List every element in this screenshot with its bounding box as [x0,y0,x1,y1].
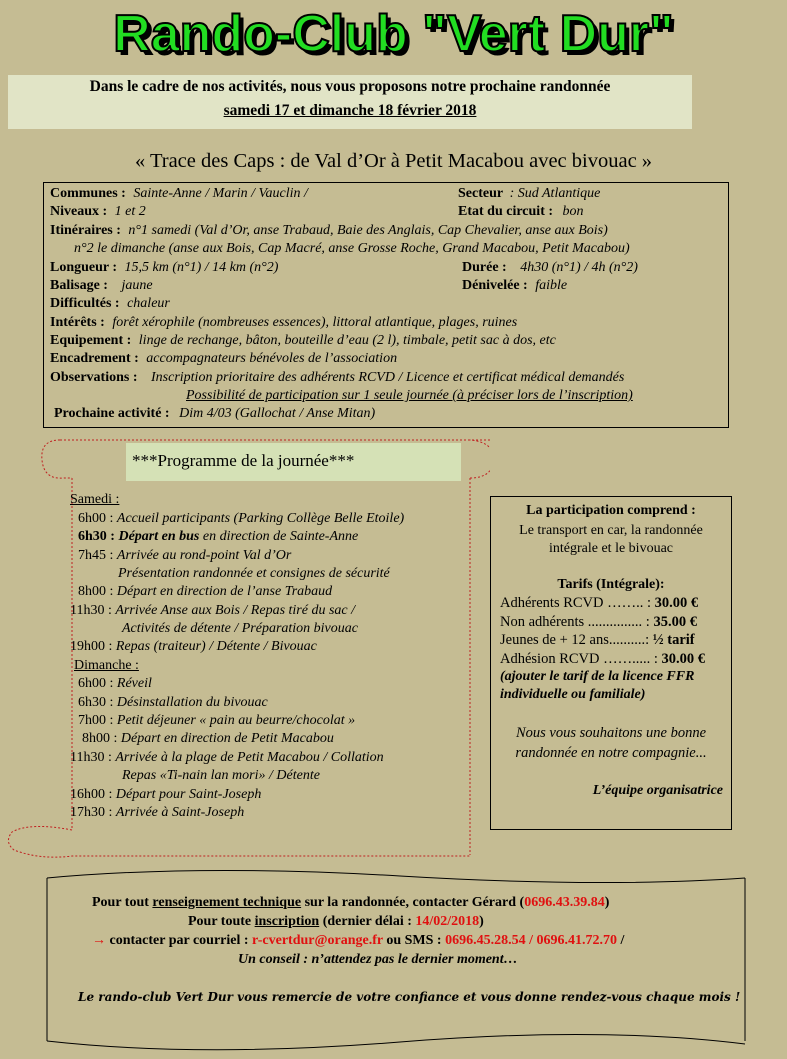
licence-note: individuelle ou familiale) [500,687,646,702]
contact-text-underlined: renseignement technique [152,895,302,910]
schedule-text: Repas «Ti-nain lan mori» / Détente [122,768,320,783]
intro-line: Dans le cadre de nos activités, nous vous proposons notre prochaine randonnée [89,78,611,95]
itineraires-value-1: n°1 samedi (Val d’Or, anse Trabaud, Baie des Anglais, Cap Chevalier, anse aux Bois) [128,223,608,238]
club-title: Rando-Club "Vert Dur" [113,5,674,63]
schedule-text: Arrivée Anse aux Bois / Repas tiré du sac / [115,603,356,618]
licence-note: (ajouter le tarif de la licence FFR [500,669,695,684]
contact-text: ) [604,895,610,910]
interets-value: forêt xérophile (nombreuses essences), littoral atlantique, plages, ruines [112,315,518,330]
schedule-text: Accueil participants (Parking Collège Belle Etoile) [116,511,405,526]
interets-label: Intérêts : [50,315,105,330]
schedule-time: 6h00 : [78,511,114,526]
schedule-text: Départ pour Saint-Joseph [115,787,262,802]
schedule-time: 7h00 : [78,713,114,728]
tarif-price: 30.00 € [654,595,699,611]
itineraires-label: Itinéraires : [50,223,121,238]
contact-inscription [188,914,484,930]
dimanche-label: Dimanche : [74,658,139,673]
schedule-text: Arrivée à Saint-Joseph [115,805,245,820]
sms-phones[interactable]: 0696.45.28.54 / 0696.41.72.70 [445,933,617,948]
email-link[interactable]: r-cvertdur@orange.fr [252,933,383,948]
schedule-text: Petit déjeuner « pain au beurre/chocolat » [116,713,356,728]
denivelee-value: faible [535,278,568,293]
schedule-time: 7h45 : [78,548,114,563]
tarif-label: Non adhérents ............... : [500,614,650,630]
contact-courriel [92,933,624,949]
tarif-price: ½ tarif [652,632,695,648]
programme-title: ***Programme de la journée*** [126,443,461,481]
secteur-value: : Sud Atlantique [509,186,601,201]
schedule-time: 11h30 : [70,603,112,618]
arrow-right-icon: → [92,933,106,948]
prochaine-label: Prochaine activité : [54,406,170,421]
schedule-time: 6h30 : [78,695,114,710]
secteur-label: Secteur [458,186,504,201]
observations-value-2: Possibilité de participation sur 1 seule journée (à préciser lors de l’inscription) [186,388,633,403]
contact-advice: Un conseil : n’attendez pas le dernier moment… [238,952,518,967]
tarif-label: Adhésion RCVD ……..... : [500,651,658,667]
contact-text: / [616,933,625,948]
contact-text: (dernier délai : [319,914,416,929]
wish-text: Nous vous souhaitons une bonne [515,725,707,741]
schedule-text: Repas (traiteur) / Détente / Bivouac [115,639,317,654]
equipement-label: Equipement : [50,333,132,348]
communes-value: Sainte-Anne / Marin / Vauclin / [133,186,308,201]
observations-value-1: Inscription prioritaire des adhérents RCVD / Licence et certificat médical demandés [151,370,625,385]
niveaux-label: Niveaux : [50,204,108,219]
deadline-date: 14/02/2018 [415,914,480,929]
balisage-label: Balisage : [50,278,108,293]
duree-label: Durée : [462,260,507,275]
schedule-time: 11h30 : [70,750,112,765]
difficultes-label: Difficultés : [50,296,120,311]
tarif-label: Jeunes de + 12 ans..........: [500,632,650,648]
schedule-text: Arrivée au rond-point Val d’Or [116,548,292,563]
schedule-time: 8h00 : [82,731,118,746]
longueur-value: 15,5 km (n°1) / 14 km (n°2) [124,260,279,275]
etat-value: bon [562,204,584,219]
schedule-text: Départ en bus [118,529,200,544]
schedule-time: 8h00 : [78,584,114,599]
schedule-time: 17h30 : [70,805,113,820]
contact-text: Pour toute [188,914,255,929]
equipement-value: linge de rechange, bâton, bouteille d’eau (2 l), timbale, petit sac à dos, etc [138,333,556,348]
contact-text: ) [479,914,484,929]
schedule-text: Présentation randonnée et consignes de sécurité [118,566,390,581]
tarif-price: 30.00 € [661,651,706,667]
tarif-price: 35.00 € [653,614,697,630]
contact-technique [92,895,609,911]
encadrement-label: Encadrement : [50,351,139,366]
encadrement-value: accompagnateurs bénévoles de l’association [146,351,398,366]
contact-text: sur la randonnée, contacter Gérard ( [301,895,525,910]
tarif-label: Adhérents RCVD …….. : [500,595,652,611]
observations-label: Observations : [50,370,138,385]
schedule-text: Activités de détente / Préparation bivouac [122,621,358,636]
organiser-signature: L’équipe organisatrice [592,783,723,798]
phone-gerard[interactable]: 0696.43.39.84 [524,895,605,910]
participation-desc: intégrale et le bivouac [549,541,673,556]
participation-title: La participation comprend : [526,503,696,518]
participation-desc: Le transport en car, la randonnée [519,523,703,538]
samedi-label: Samedi : [70,492,120,507]
schedule-text: Arrivée à la plage de Petit Macabou / Collation [115,750,384,765]
contact-text: contacter par courriel : [106,933,253,948]
closing-message: Le rando-club Vert Dur vous remercie de votre confiance et vous donne rendez-vous chaque mois ! [78,990,741,1004]
tarifs-title: Tarifs (Intégrale): [557,577,665,592]
hike-headline: « Trace des Caps : de Val d’Or à Petit Macabou avec bivouac » [134,150,653,172]
contact-text-underlined: inscription [254,914,320,929]
contact-text: ou SMS : [382,933,446,948]
schedule-text: Départ en direction de Petit Macabou [120,731,334,746]
schedule-text: Réveil [116,676,152,691]
wish-text: randonnée en notre compagnie... [515,745,707,761]
contact-text: Pour tout [92,895,153,910]
difficultes-value: chaleur [127,296,170,311]
prochaine-value: Dim 4/03 (Gallochat / Anse Mitan) [179,406,376,421]
etat-label: Etat du circuit : [458,204,554,219]
schedule-time: 6h00 : [78,676,114,691]
intro-date: samedi 17 et dimanche 18 février 2018 [223,102,477,119]
communes-label: Communes : [50,186,126,201]
schedule-time: 6h30 : [78,529,115,544]
balisage-value: jaune [121,278,153,293]
schedule-text: Départ en direction de l’anse Trabaud [116,584,333,599]
schedule-text: Désinstallation du bivouac [116,695,268,710]
itineraires-value-2: n°2 le dimanche (anse aux Bois, Cap Macré, anse Grosse Roche, Grand Macabou, Petit Macabou) [74,241,630,256]
denivelee-label: Dénivelée : [462,278,528,293]
schedule-time: 16h00 : [70,787,113,802]
duree-value: 4h30 (n°1) / 4h (n°2) [520,260,638,275]
longueur-label: Longueur : [50,260,118,275]
schedule-time: 19h00 : [70,639,113,654]
schedule-text-rest: en direction de Sainte-Anne [199,529,359,544]
niveaux-value: 1 et 2 [114,204,146,219]
